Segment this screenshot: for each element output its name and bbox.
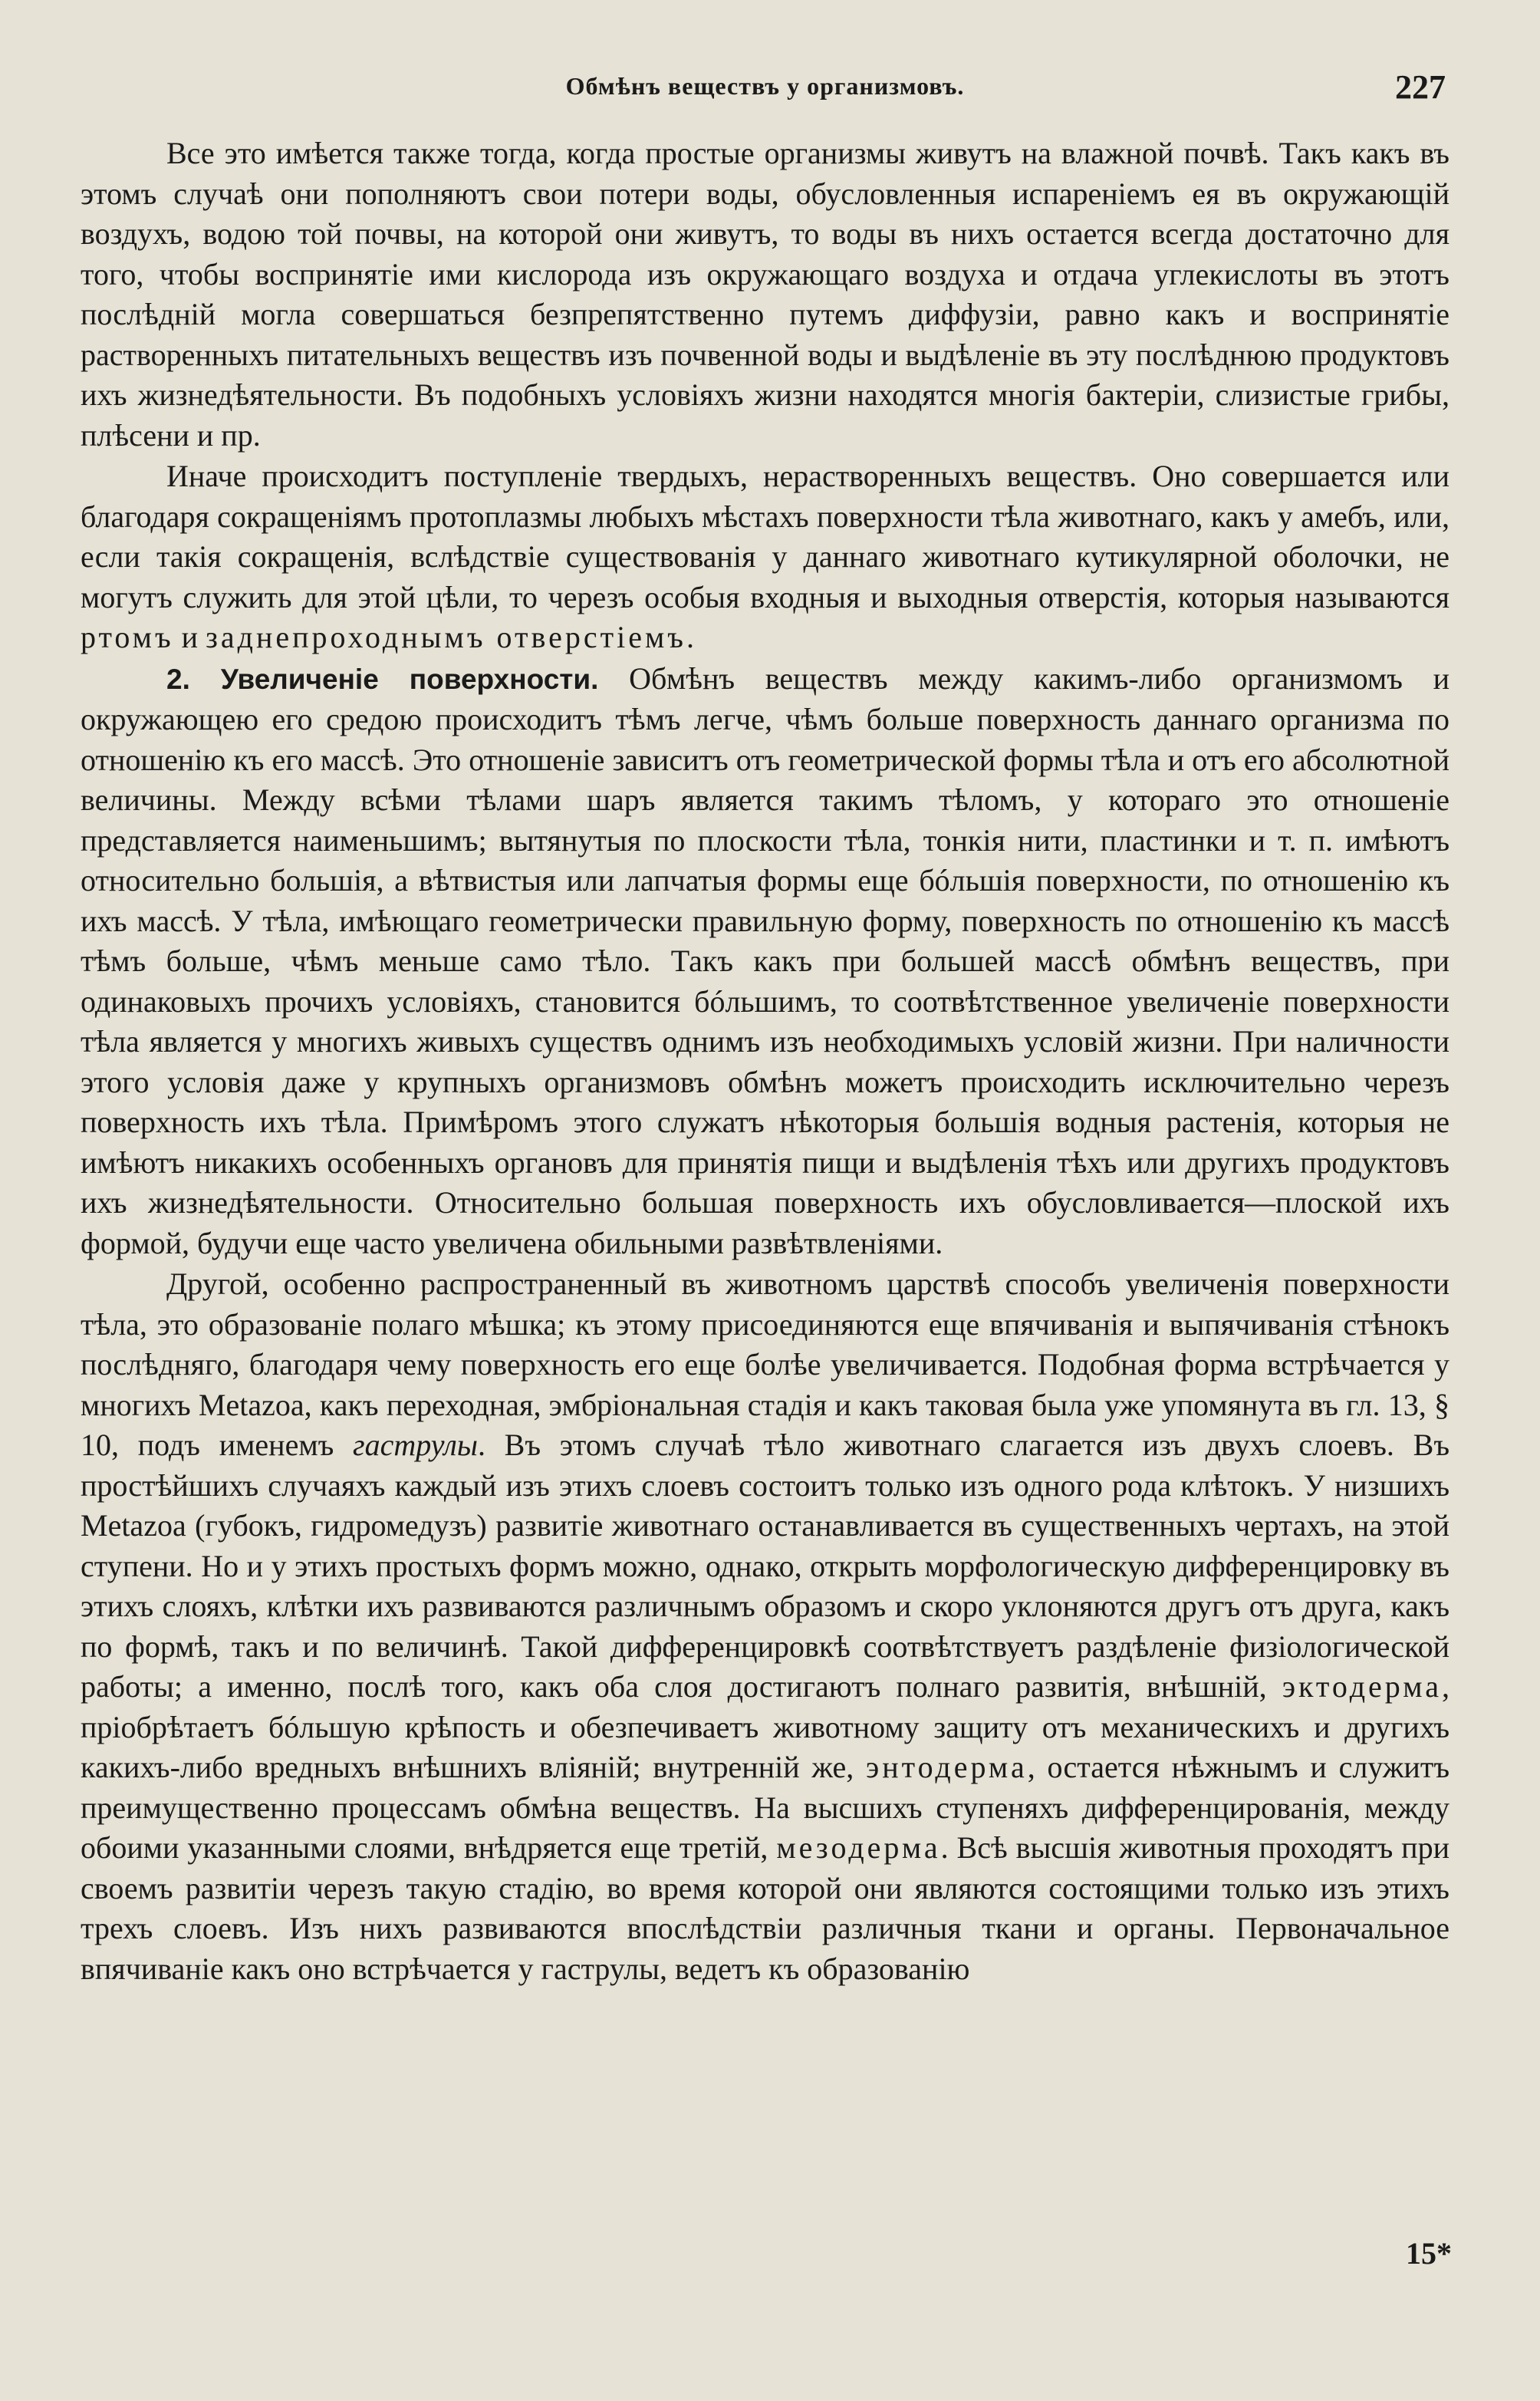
body-text: [81, 133, 1450, 1989]
running-title: Обмѣнъ веществъ у организмовъ.: [565, 72, 965, 100]
page-number: 227: [1395, 68, 1446, 106]
term-mesoderm: мезодерма: [776, 1830, 941, 1865]
paragraph-2-text-before: Иначе происходитъ поступленіе твердыхъ, нерастворенныхъ веществъ. Оно совершается или благодаря сокращеніямъ протоплазмы любыхъ мѣстахъ поверхности тѣла животнаго, какъ у амебъ, или, если такія сокращенія, вслѣдствіе существованія у даннаго животнаго кутикулярной оболочки, не могутъ служить для этой цѣли, то черезъ особыя входныя и выходныя отверстія, которыя называются: [81, 459, 1450, 614]
paragraph-1-text: Все это имѣется также тогда, когда простые организмы живутъ на влажной почвѣ. Такъ какъ въ этомъ случаѣ они пополняютъ свои потери воды, обусловленныя испареніемъ ея въ окружающій воздухъ, водою той почвы, на которой они живутъ, то воды въ нихъ остается всегда достаточно для того, чтобы воспринятіе ими кислорода изъ окружающаго воздуха и отдача углекислоты въ этотъ послѣдній могла совершаться безпрепятственно путемъ диффузіи, равно какъ и воспринятіе растворенныхъ питательныхъ веществъ изъ почвенной воды и выдѣленіе въ эту послѣднюю продуктовъ ихъ жизнедѣятельности. Въ подобныхъ условіяхъ жизни находятся многія бактеріи, слизистые грибы, плѣсени и пр.: [81, 136, 1450, 453]
paragraph-4-text-mid3: , остается нѣжнымъ и служитъ преимущественно процессамъ обмѣна веществъ. На высшихъ ступеняхъ дифференцированія, между обоими указанными слоями, внѣдряется еще третій,: [81, 1750, 1450, 1865]
paragraph-1: [81, 133, 1450, 456]
section-heading: 2. Увеличеніе поверхности.: [166, 663, 599, 695]
running-head: [81, 68, 1450, 110]
paragraph-4-text-mid: . Въ этомъ случаѣ тѣло животнаго слагается изъ двухъ слоевъ. Въ простѣйшихъ случаяхъ каждый изъ этихъ слоевъ состоитъ только изъ одного рода клѣтокъ. У низшихъ Metazoa (губокъ, гидромедузъ) развитіе животнаго останавливается въ существенныхъ чертахъ, на этой ступени. Но и у этихъ простыхъ формъ можно, однако, открыть морфологическую дифференцировку въ этихъ слояхъ, клѣтки ихъ развиваются различнымъ образомъ и скоро уклоняются другъ отъ друга, какъ по формѣ, такъ и по величинѣ. Такой дифференцировкѣ соотвѣтствуетъ раздѣленіе физіологической работы; а именно, послѣ того, какъ оба слоя достигаютъ полнаго развитія, внѣшній,: [81, 1428, 1450, 1704]
paragraph-3: [81, 659, 1450, 1264]
term-anus: заднепроходнымъ отверстіемъ: [206, 620, 686, 654]
term-endoderm: энтодерма: [866, 1750, 1028, 1784]
paragraph-2: [81, 456, 1450, 658]
paragraph-2-text-after: .: [686, 620, 694, 654]
paragraph-4-text-mid2: , пріобрѣтаетъ бóльшую крѣпость и обезпечиваетъ животному защиту отъ механическихъ и другихъ какихъ-либо вредныхъ внѣшнихъ вліяній; внутренній же,: [81, 1669, 1450, 1784]
paragraph-4-text-after: . Всѣ высшія животныя проходятъ при своемъ развитіи черезъ такую стадію, во время которой они являются состоящими только изъ этихъ трехъ слоевъ. Изъ нихъ развиваются впослѣдствіи различныя ткани и органы. Первоначальное впячиваніе какъ оно встрѣчается у гаструлы, ведетъ къ образованію: [81, 1830, 1450, 1986]
term-gastrula: гаструлы: [353, 1428, 478, 1462]
term-mouth: ртомъ: [81, 620, 174, 654]
signature-mark: 15*: [1406, 2236, 1452, 2271]
paragraph-4: [81, 1264, 1450, 1989]
paragraph-3-text: Обмѣнъ веществъ между какимъ-либо организмомъ и окружающею его средою происходитъ тѣмъ легче, чѣмъ больше поверхность даннаго организма по отношенію къ его массѣ. Это отношеніе зависитъ отъ геометрической формы тѣла и отъ его абсолютной величины. Между всѣми тѣлами шаръ является такимъ тѣломъ, у котораго это отношеніе представляется наименьшимъ; вытянутыя по плоскости тѣла, тонкія нити, пластинки и т. п. имѣютъ относительно большія, а вѣтвистыя или лапчатыя формы еще бóльшія поверхности, по отношенію къ ихъ массѣ. У тѣла, имѣющаго геометрически правильную форму, поверхность по отношенію къ массѣ тѣмъ больше, чѣмъ меньше само тѣло. Такъ какъ при большей массѣ обмѣнъ веществъ, при одинаковыхъ прочихъ условіяхъ, становится бóльшимъ, то соотвѣтственное увеличеніе поверхности тѣла является у многихъ живыхъ существъ однимъ изъ необходимыхъ условій жизни. При наличности этого условія даже у крупныхъ организмовъ обмѣнъ можетъ происходить исключительно черезъ поверхность ихъ тѣла. Примѣромъ этого служатъ нѣкоторыя большія водныя растенія, которыя не имѣютъ никакихъ особенныхъ органовъ для принятія пищи и выдѣленія тѣхъ или другихъ продуктовъ ихъ жизнедѣятельности. Относительно большая поверхность ихъ обусловливается—плоской ихъ формой, будучи еще часто увеличена обильными развѣтвленіями.: [81, 660, 1450, 1260]
paragraph-2-text-mid: и: [173, 620, 206, 654]
paragraph-4-text-before: Другой, особенно распространенный въ животномъ царствѣ способъ увеличенія поверхности тѣла, это образованіе полаго мѣшка; къ этому присоединяются еще впячиванія и выпячиванія стѣнокъ послѣдняго, благодаря чему поверхность его еще болѣе увеличивается. Подобная форма встрѣчается у многихъ Metazoa, какъ переходная, эмбріональная стадія и какъ таковая была уже упомянута въ гл. 13, § 10, подъ именемъ: [81, 1266, 1450, 1462]
term-ectoderm: эктодерма: [1282, 1669, 1442, 1704]
